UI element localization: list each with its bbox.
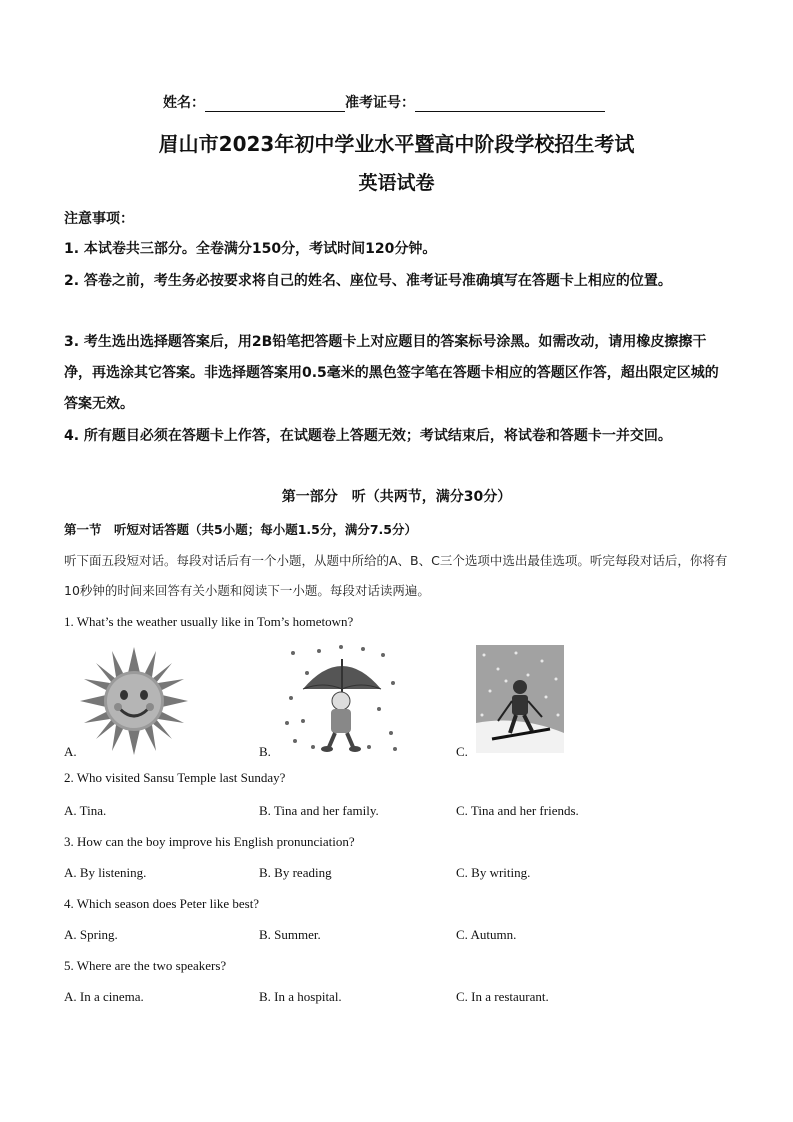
- question-5-option-c[interactable]: C. In a restaurant.: [456, 989, 549, 1004]
- question-2-stem: 2. Who visited Sansu Temple last Sunday?: [64, 770, 286, 785]
- notice-item-2: 2. 答卷之前，考生务必按要求将自己的姓名、座位号、准考证号准确填写在答题卡上相应的位置。: [64, 273, 672, 289]
- candidate-info-row: [163, 92, 605, 112]
- question-3-option-a[interactable]: A. By listening.: [64, 865, 147, 880]
- notice-heading: 注意事项：: [64, 211, 134, 227]
- name-blank: [205, 97, 345, 112]
- rain-umbrella-icon: [283, 643, 401, 755]
- subject-title: 英语试卷: [358, 172, 435, 194]
- notice-item-3: 3. 考生选出选择题答案后，用2B铅笔把答题卡上对应题目的答案标号涂黑。如需改动，请用橡皮擦擦干净，再选涂其它答案。非选择题答案用0.5毫米的黑色签字笔在答题卡相应的答题区作答，超出限定区城的答案无效。: [64, 334, 719, 412]
- question-1-option-a[interactable]: A.: [64, 744, 77, 759]
- question-4-option-a[interactable]: A. Spring.: [64, 927, 118, 942]
- notice-item-1: 1. 本试卷共三部分。全卷满分150分，考试时间120分钟。: [64, 241, 437, 257]
- question-2-option-c[interactable]: C. Tina and her friends.: [456, 803, 579, 818]
- notice-item-4: 4. 所有题目必须在答题卡上作答，在试题卷上答题无效；考试结束后，将试卷和答题卡一并交回。: [64, 428, 672, 444]
- question-3-option-b[interactable]: B. By reading: [259, 865, 332, 880]
- question-4-stem: 4. Which season does Peter like best?: [64, 896, 260, 911]
- question-3-option-c[interactable]: C. By writing.: [456, 865, 531, 880]
- question-3-stem: 3. How can the boy improve his English pronunciation?: [64, 834, 355, 849]
- question-5-option-a[interactable]: A. In a cinema.: [64, 989, 144, 1004]
- ticket-label: 准考证号：: [345, 95, 415, 111]
- question-1-option-b[interactable]: B.: [259, 744, 271, 759]
- sun-icon: [78, 645, 190, 757]
- ticket-blank: [415, 97, 605, 112]
- part1-title: 第一部分 听（共两节，满分30分）: [281, 489, 512, 505]
- name-label: 姓名：: [163, 95, 205, 111]
- question-5-option-b[interactable]: B. In a hospital.: [259, 989, 342, 1004]
- question-1-option-c[interactable]: C.: [456, 744, 468, 759]
- question-4-option-b[interactable]: B. Summer.: [259, 927, 321, 942]
- section1-instructions: 听下面五段短对话。每段对话后有一个小题，从题中所给的A、B、C三个选项中选出最佳选项。听完每段对话后，你将有10秒钟的时间来回答有关小题和阅读下一小题。每段对话读两遍。: [64, 553, 728, 598]
- snow-skier-icon: [476, 645, 564, 753]
- section1-title: 第一节 听短对话答题（共5小题；每小题1.5分，满分7.5分）: [64, 522, 417, 537]
- question-2-option-b[interactable]: B. Tina and her family.: [259, 803, 379, 818]
- question-2-option-a[interactable]: A. Tina.: [64, 803, 107, 818]
- exam-title: 眉山市2023年初中学业水平暨高中阶段学校招生考试: [158, 132, 635, 156]
- question-1-stem: 1. What’s the weather usually like in Tom’s hometown?: [64, 614, 354, 629]
- question-5-stem: 5. Where are the two speakers?: [64, 958, 227, 973]
- question-4-option-c[interactable]: C. Autumn.: [456, 927, 517, 942]
